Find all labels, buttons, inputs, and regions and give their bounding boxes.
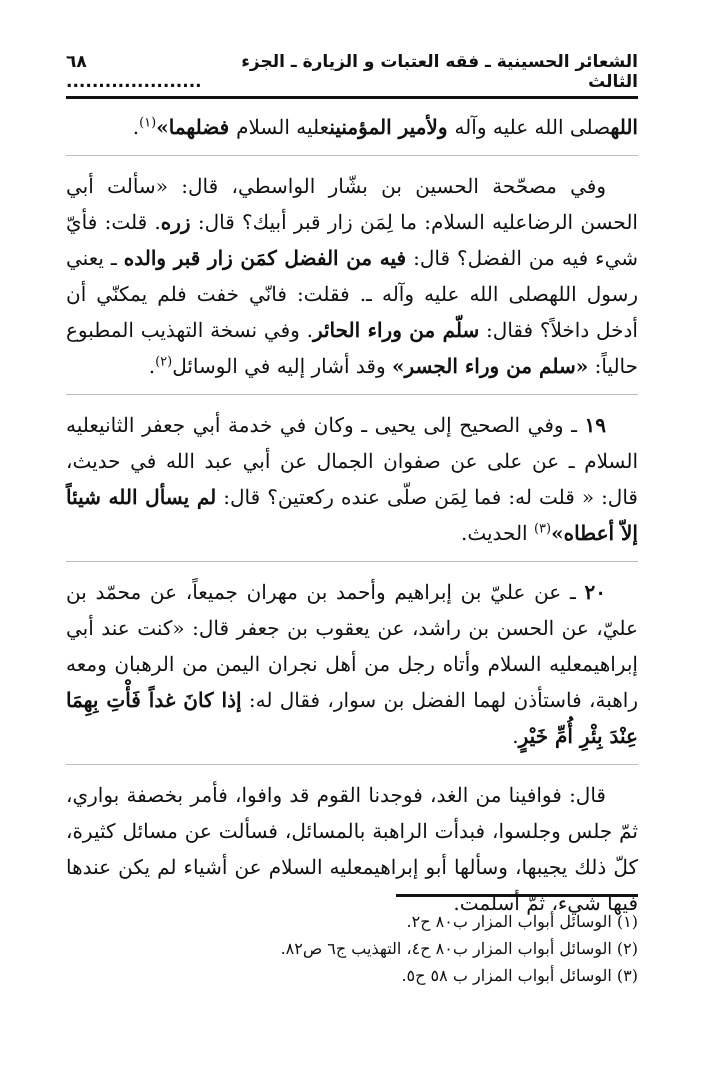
paragraph-divider <box>66 561 638 562</box>
bold-text: الله <box>610 115 638 139</box>
footnote-1: (١) الوسائل أبواب المزار ب٨٠ ح٢. <box>406 912 638 931</box>
bold-text: ولأمير المؤمنين <box>329 115 455 139</box>
running-title: الشعائر الحسينية ـ فقه العتبات و الزيارة ـ الجزء الثالث <box>241 52 638 92</box>
text-run: ـ. فقلت: فانّي خفت فلم يمكنّي أن أدخل داخلاً؟ فقال: <box>66 282 638 342</box>
text-run: . وفي نسخة التهذيب المطبوع حالياً: <box>66 318 638 378</box>
text-run: صلی الله علیه وآله <box>381 282 550 306</box>
text-run: ـ يعني رسول الله <box>66 246 638 306</box>
footnote-ref: (٣) <box>533 521 552 537</box>
page-number: ٦٨ <box>66 52 87 72</box>
text-run: وأتاه رجل من أهل نجران اليمن من الرهبان ومعه راهبة، فاستأذن لهما الفضل بن سوار، فقال له: <box>66 652 638 712</box>
text-run: وفي مصحّحة الحسين بن بشّار الواسطي، قال: «سألت أبي الحسن الرضا <box>66 174 638 234</box>
footnote-rule <box>396 894 638 897</box>
bold-text: فيه من الفضل كمَن زار قبر والده <box>123 246 407 270</box>
page-number-group <box>66 52 217 92</box>
text-run: عن أشياء لم يكن عندها فيها شيء، ثمّ أسلمت. <box>66 855 638 915</box>
body-text <box>66 109 638 921</box>
text-run: ـ عن على عن صفوان الجمال عن أبي عبد الله في حديث، قال: « قلت له: فما لِمَن صلّى عنده ركعتين؟ قال: <box>66 449 638 509</box>
text-run: . قلت: فأيّ شيء فيه من الفضل؟ قال: <box>66 210 639 270</box>
footnote-2: (٢) الوسائل أبواب المزار ب٨٠ ح٤، التهذيب ج٦ ص٨٢. <box>280 939 638 958</box>
bold-text: لم يسأل الله شيئاً إلاّ أعطاه» <box>66 485 638 545</box>
paragraph-divider <box>66 394 638 395</box>
text-run: علیه السلام <box>236 115 330 139</box>
footnote-ref: (٢) <box>155 354 173 370</box>
text-run: علیه السلام <box>268 855 363 879</box>
text-run: . <box>512 724 519 748</box>
text-run: ـ عن عليّ بن إبراهيم وأحمد بن مهران جميعاً، عن محمّد بن عليّ، عن الحسن بن راشد، عن يعقوب بن جعفر قال: «كنت عند أبي إبراهيم <box>66 580 638 676</box>
book-page <box>66 52 639 1060</box>
bold-text: إذا كانَ غداً فَأْتِ بِهِمَا عِنْدَ بِئْرِ أُمِّ خَيْرٍ <box>66 688 638 748</box>
paragraph-continuation <box>66 109 638 145</box>
footnote-3: (٣) الوسائل أبواب المزار ب ٥٨ ح٥. <box>401 966 638 985</box>
paragraph-hadith-20-cont <box>66 777 638 921</box>
text-run: قال: فوافينا من الغد، فوجدنا القوم قد وافوا، فأمر بخصفة بواري، ثمّ جلس وجلسوا، فبدأت الراهبة بالمسائل، فسألت عن مسائل كثيرة، كلّ ذلك يجيبها، وسألها أبو إبراهيم <box>66 783 638 879</box>
paragraph-hadith-19 <box>66 407 638 551</box>
bold-text: زره <box>160 210 191 234</box>
text-run: علیه السلام <box>487 652 583 676</box>
paragraph-divider <box>66 155 638 156</box>
bold-text: سلّم من وراء الحائر <box>312 318 480 342</box>
text-run: الحديث. <box>460 521 534 545</box>
paragraph-hadith-20 <box>66 574 638 754</box>
text-run: : ما لِمَن زار قبر أبيك؟ قال: <box>190 210 431 234</box>
bold-text: ٢٠ <box>584 580 606 604</box>
bold-text: فضلهما» <box>156 115 237 139</box>
text-run: . <box>148 354 156 378</box>
footnotes <box>66 908 638 989</box>
text-run: صلی الله علیه وآله <box>454 115 611 139</box>
bold-text: ١٩ <box>584 413 606 437</box>
text-run: علیه السلام <box>430 210 528 234</box>
page-header <box>66 52 638 99</box>
bold-text: «سلم من وراء الجسر» <box>391 354 589 378</box>
text-run: . <box>132 115 140 139</box>
text-run: ـ وفي الصحيح إلى يحيى ـ وكان في خدمة أبي جعفر الثاني <box>99 413 585 437</box>
paragraph-hadith-husain <box>66 168 638 384</box>
paragraph-divider <box>66 764 638 765</box>
running-title-group <box>217 52 638 92</box>
footnote-ref: (١) <box>139 115 157 131</box>
text-run: علیه السلام <box>66 413 638 473</box>
text-run: وقد أشار إليه في الوسائل <box>172 354 392 378</box>
header-dots: ..................... <box>66 72 202 92</box>
